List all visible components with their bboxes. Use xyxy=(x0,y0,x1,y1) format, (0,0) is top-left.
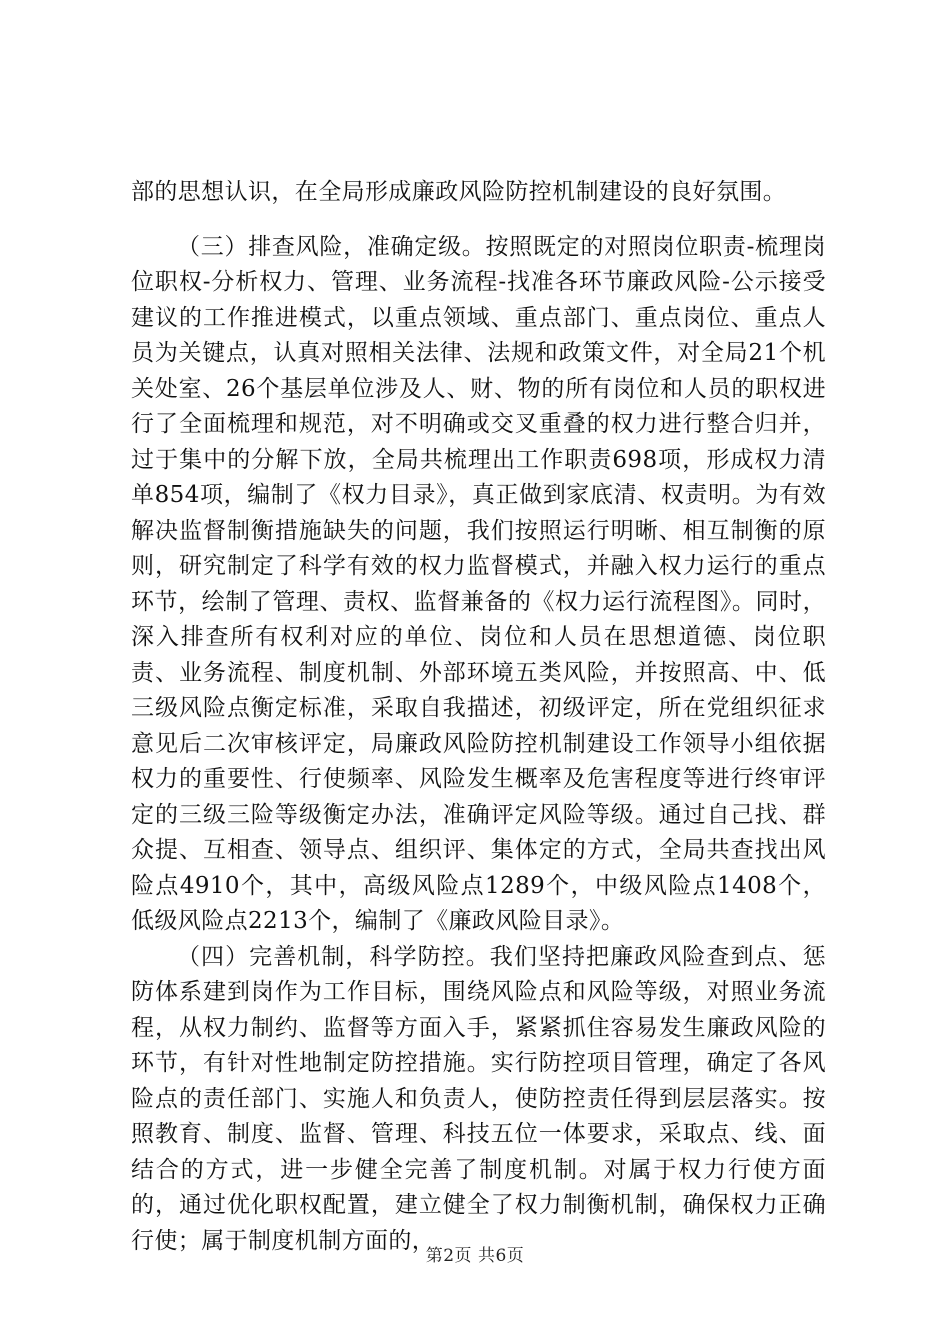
page-number-footer: 第2页 共6页 xyxy=(425,1246,525,1266)
paragraph-section-three: （三）排查风险，准确定级。按照既定的对照岗位职责-梳理岗位职权-分析权力、管理、业务流程-找准各环节廉政风险-公示接受建议的工作推进模式，以重点领域、重点部门、重点岗位、重点人员为关键点，认真对照相关法律、法规和政策文件，对全局21个机关处室、26个基层单位涉及人、财、物的所有岗位和人员的职权进行了全面梳理和规范，对不明确或交叉重叠的权力进行整合归并，过于集中的分解下放，全局共梳理出工作职责698项，形成权力清单854项，编制了《权力目录》，真正做到家底清、权责明。为有效解决监督制衡措施缺失的问题，我们按照运行明晰、相互制衡的原则，研究制定了科学有效的权力监督模式，并融入权力运行的重点环节，绘制了管理、责权、监督兼备的《权力运行流程图》。同时，深入排查所有权利对应的单位、岗位和人员在思想道德、岗位职责、业务流程、制度机制、外部环境五类风险，并按照高、中、低三级风险点衡定标准，采取自我描述，初级评定，所在党组织征求意见后二次审核评定，局廉政风险防控机制建设工作领导小组依据权力的重要性、行使频率、风险发生概率及危害程度等进行终审评定的三级三险等级衡定办法，准确评定风险等级。通过自己找、群众提、互相查、领导点、组织评、集体定的方式，全局共查找出风险点4910个，其中，高级风险点1289个，中级风险点1408个，低级风险点2213个，编制了《廉政风险目录》。 xyxy=(131,233,826,934)
paragraph-continuation: 部的思想认识，在全局形成廉政风险防控机制建设的良好氛围。 xyxy=(131,179,787,205)
document-body xyxy=(131,175,826,1259)
paragraph-section-four: （四）完善机制，科学防控。我们坚持把廉政风险查到点、惩防体系建到岗作为工作目标，围绕风险点和风险等级，对照业务流程，从权力制约、监督等方面入手，紧紧抓住容易发生廉政风险的环节，有针对性地制定防控措施。实行防控项目管理，确定了各风险点的责任部门、实施人和负责人，使防控责任得到层层落实。按照教育、制度、监督、管理、科技五位一体要求，采取点、线、面结合的方式，进一步健全完善了制度机制。对属于权力行使方面的，通过优化职权配置，建立健全了权力制衡机制，确保权力正确行使；属于制度机制方面的， xyxy=(131,943,826,1254)
